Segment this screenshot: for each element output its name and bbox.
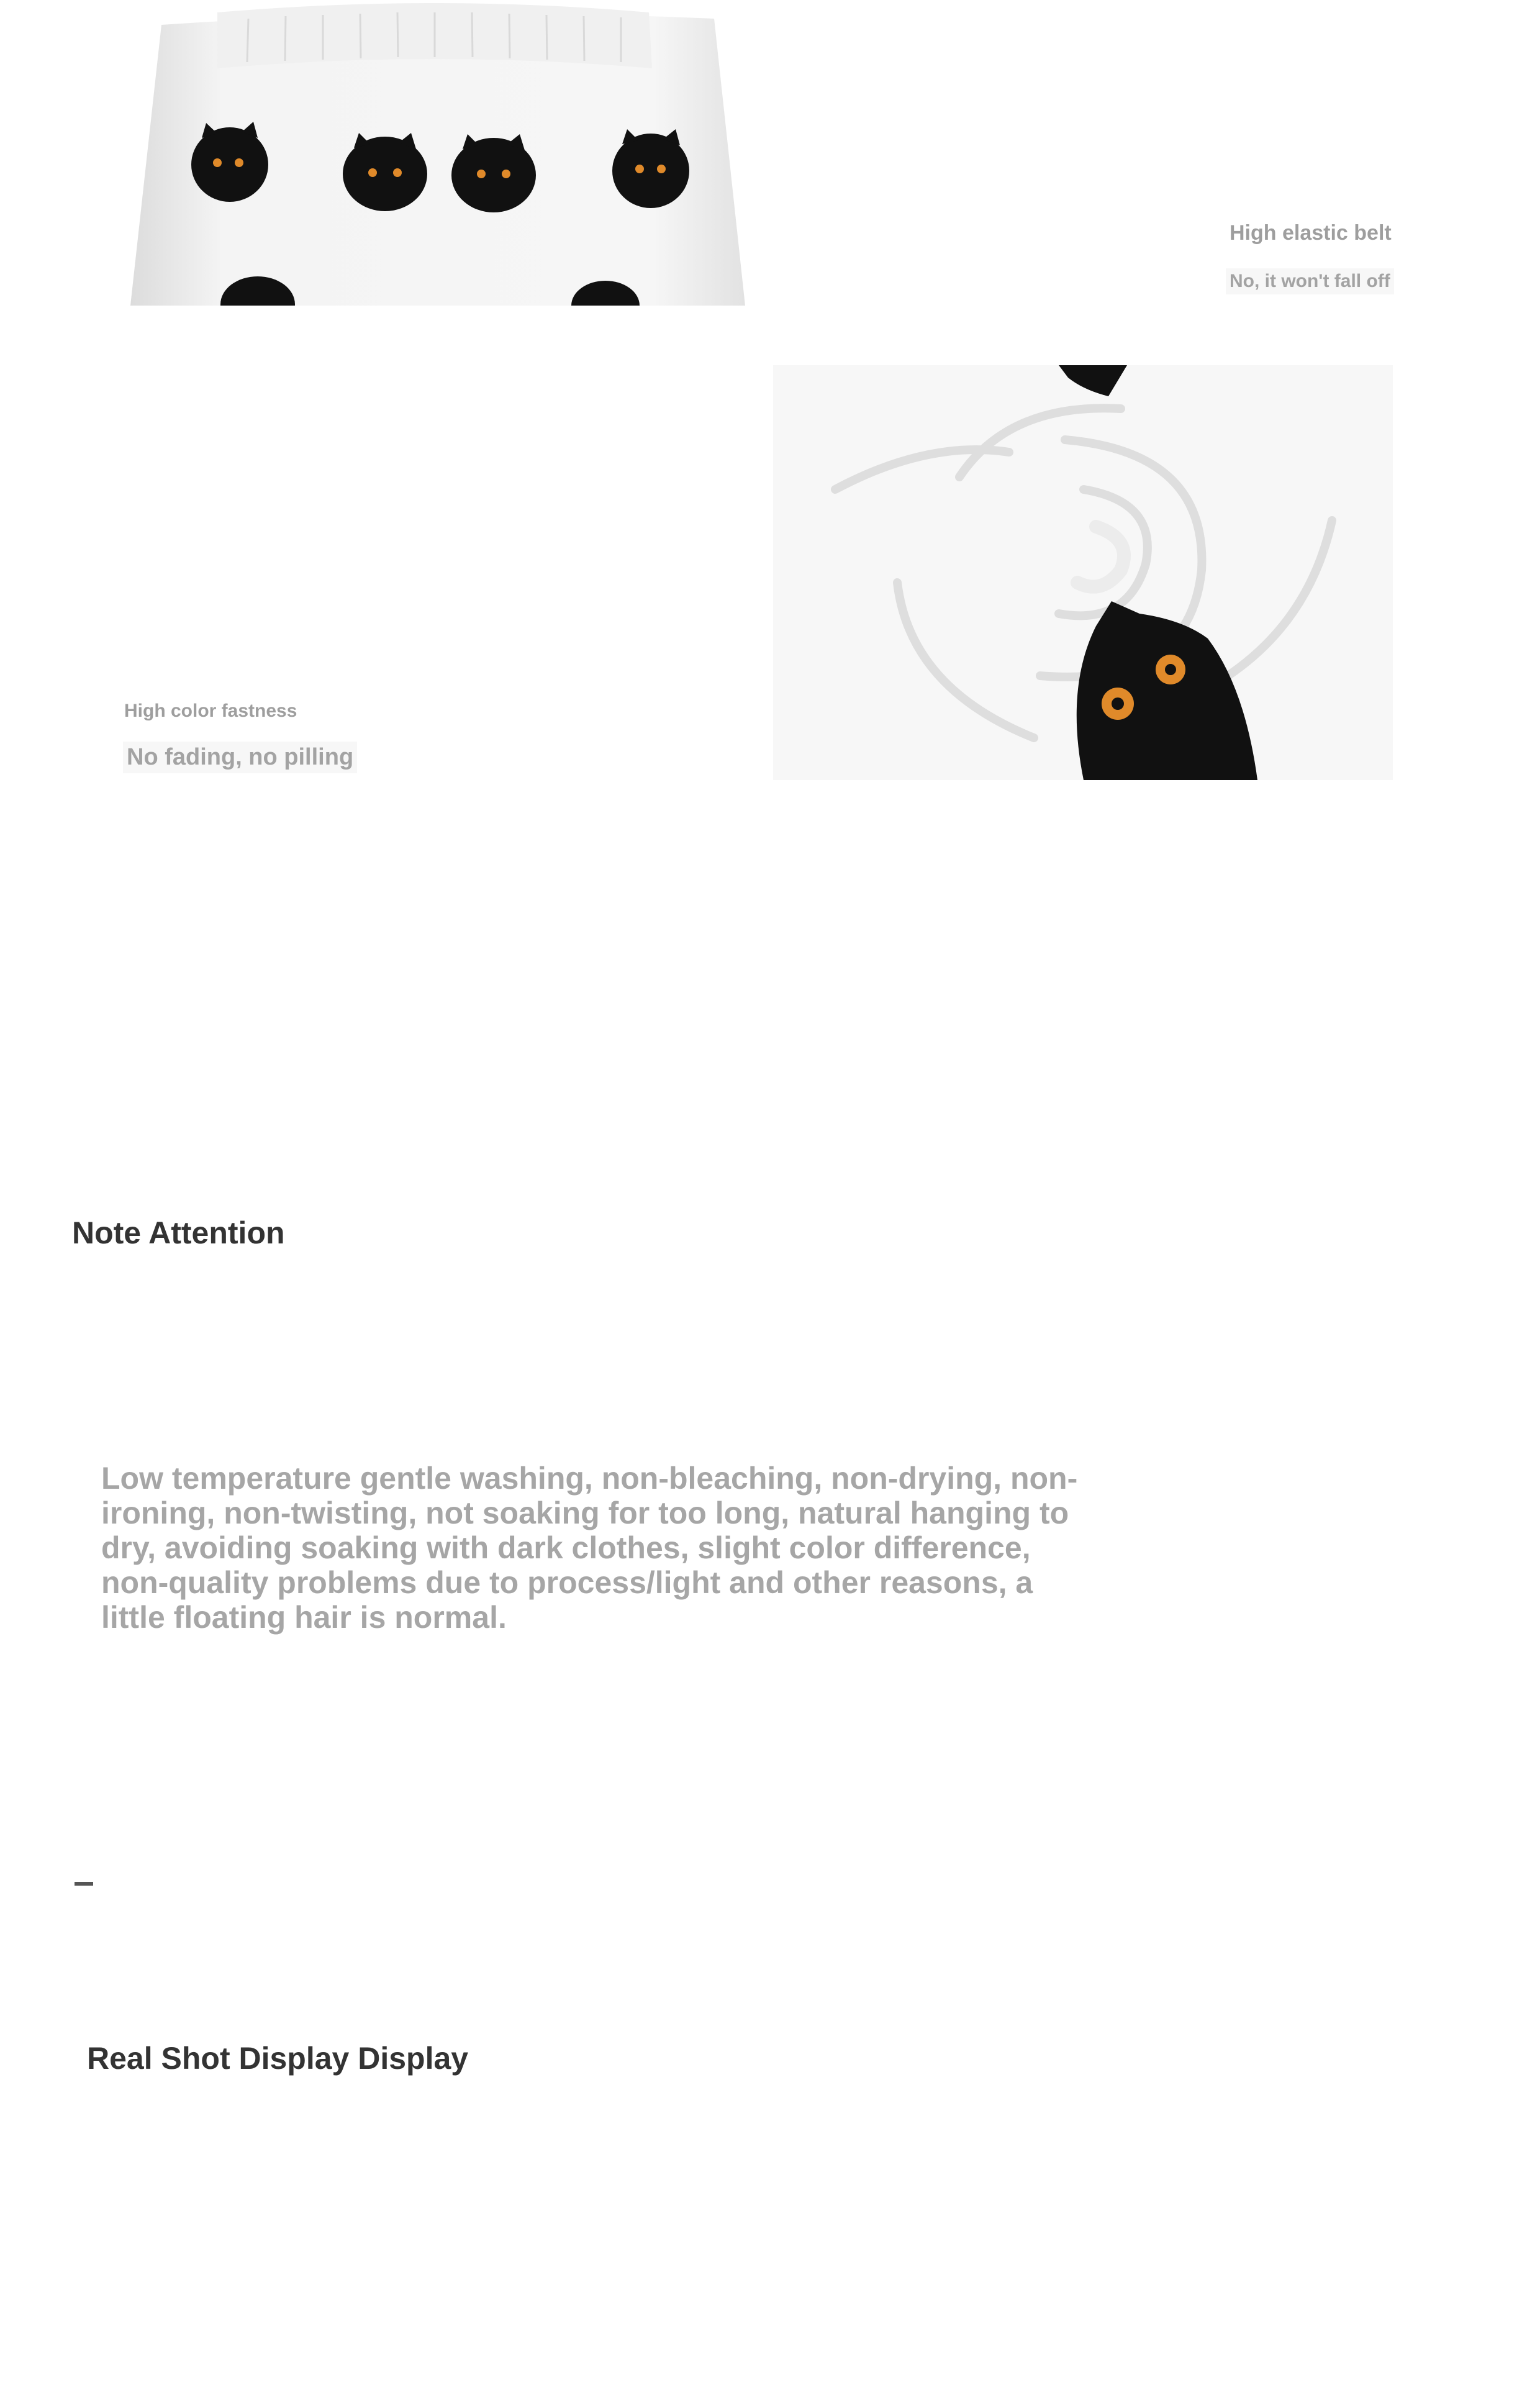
care-instructions-text: Low temperature gentle washing, non-bleaching, non-drying, non-ironing, non-twisting, not soaking for too long, natural hanging to dry, avoiding soaking with dark clothes, slight color difference, non-quality problems due to process/light and other reasons, a little floating hair is normal. (101, 1461, 1078, 1635)
fabric-swirl-photo (773, 365, 1393, 780)
waistband-photo (124, 0, 749, 306)
note-attention-heading: Note Attention (72, 1215, 285, 1250)
fabric-swirl-cat-print-photo (773, 365, 1393, 780)
color-feature-title: High color fastness (124, 701, 297, 721)
color-feature-subtitle: No fading, no pilling (123, 742, 357, 773)
pants-waistband-cat-print-photo (124, 0, 749, 306)
real-shot-heading: Real Shot Display Display (87, 2041, 469, 2076)
belt-feature-subtitle: No, it won't fall off (1226, 268, 1394, 294)
divider-dash (75, 1882, 93, 1886)
belt-feature-title: High elastic belt (1230, 221, 1392, 245)
